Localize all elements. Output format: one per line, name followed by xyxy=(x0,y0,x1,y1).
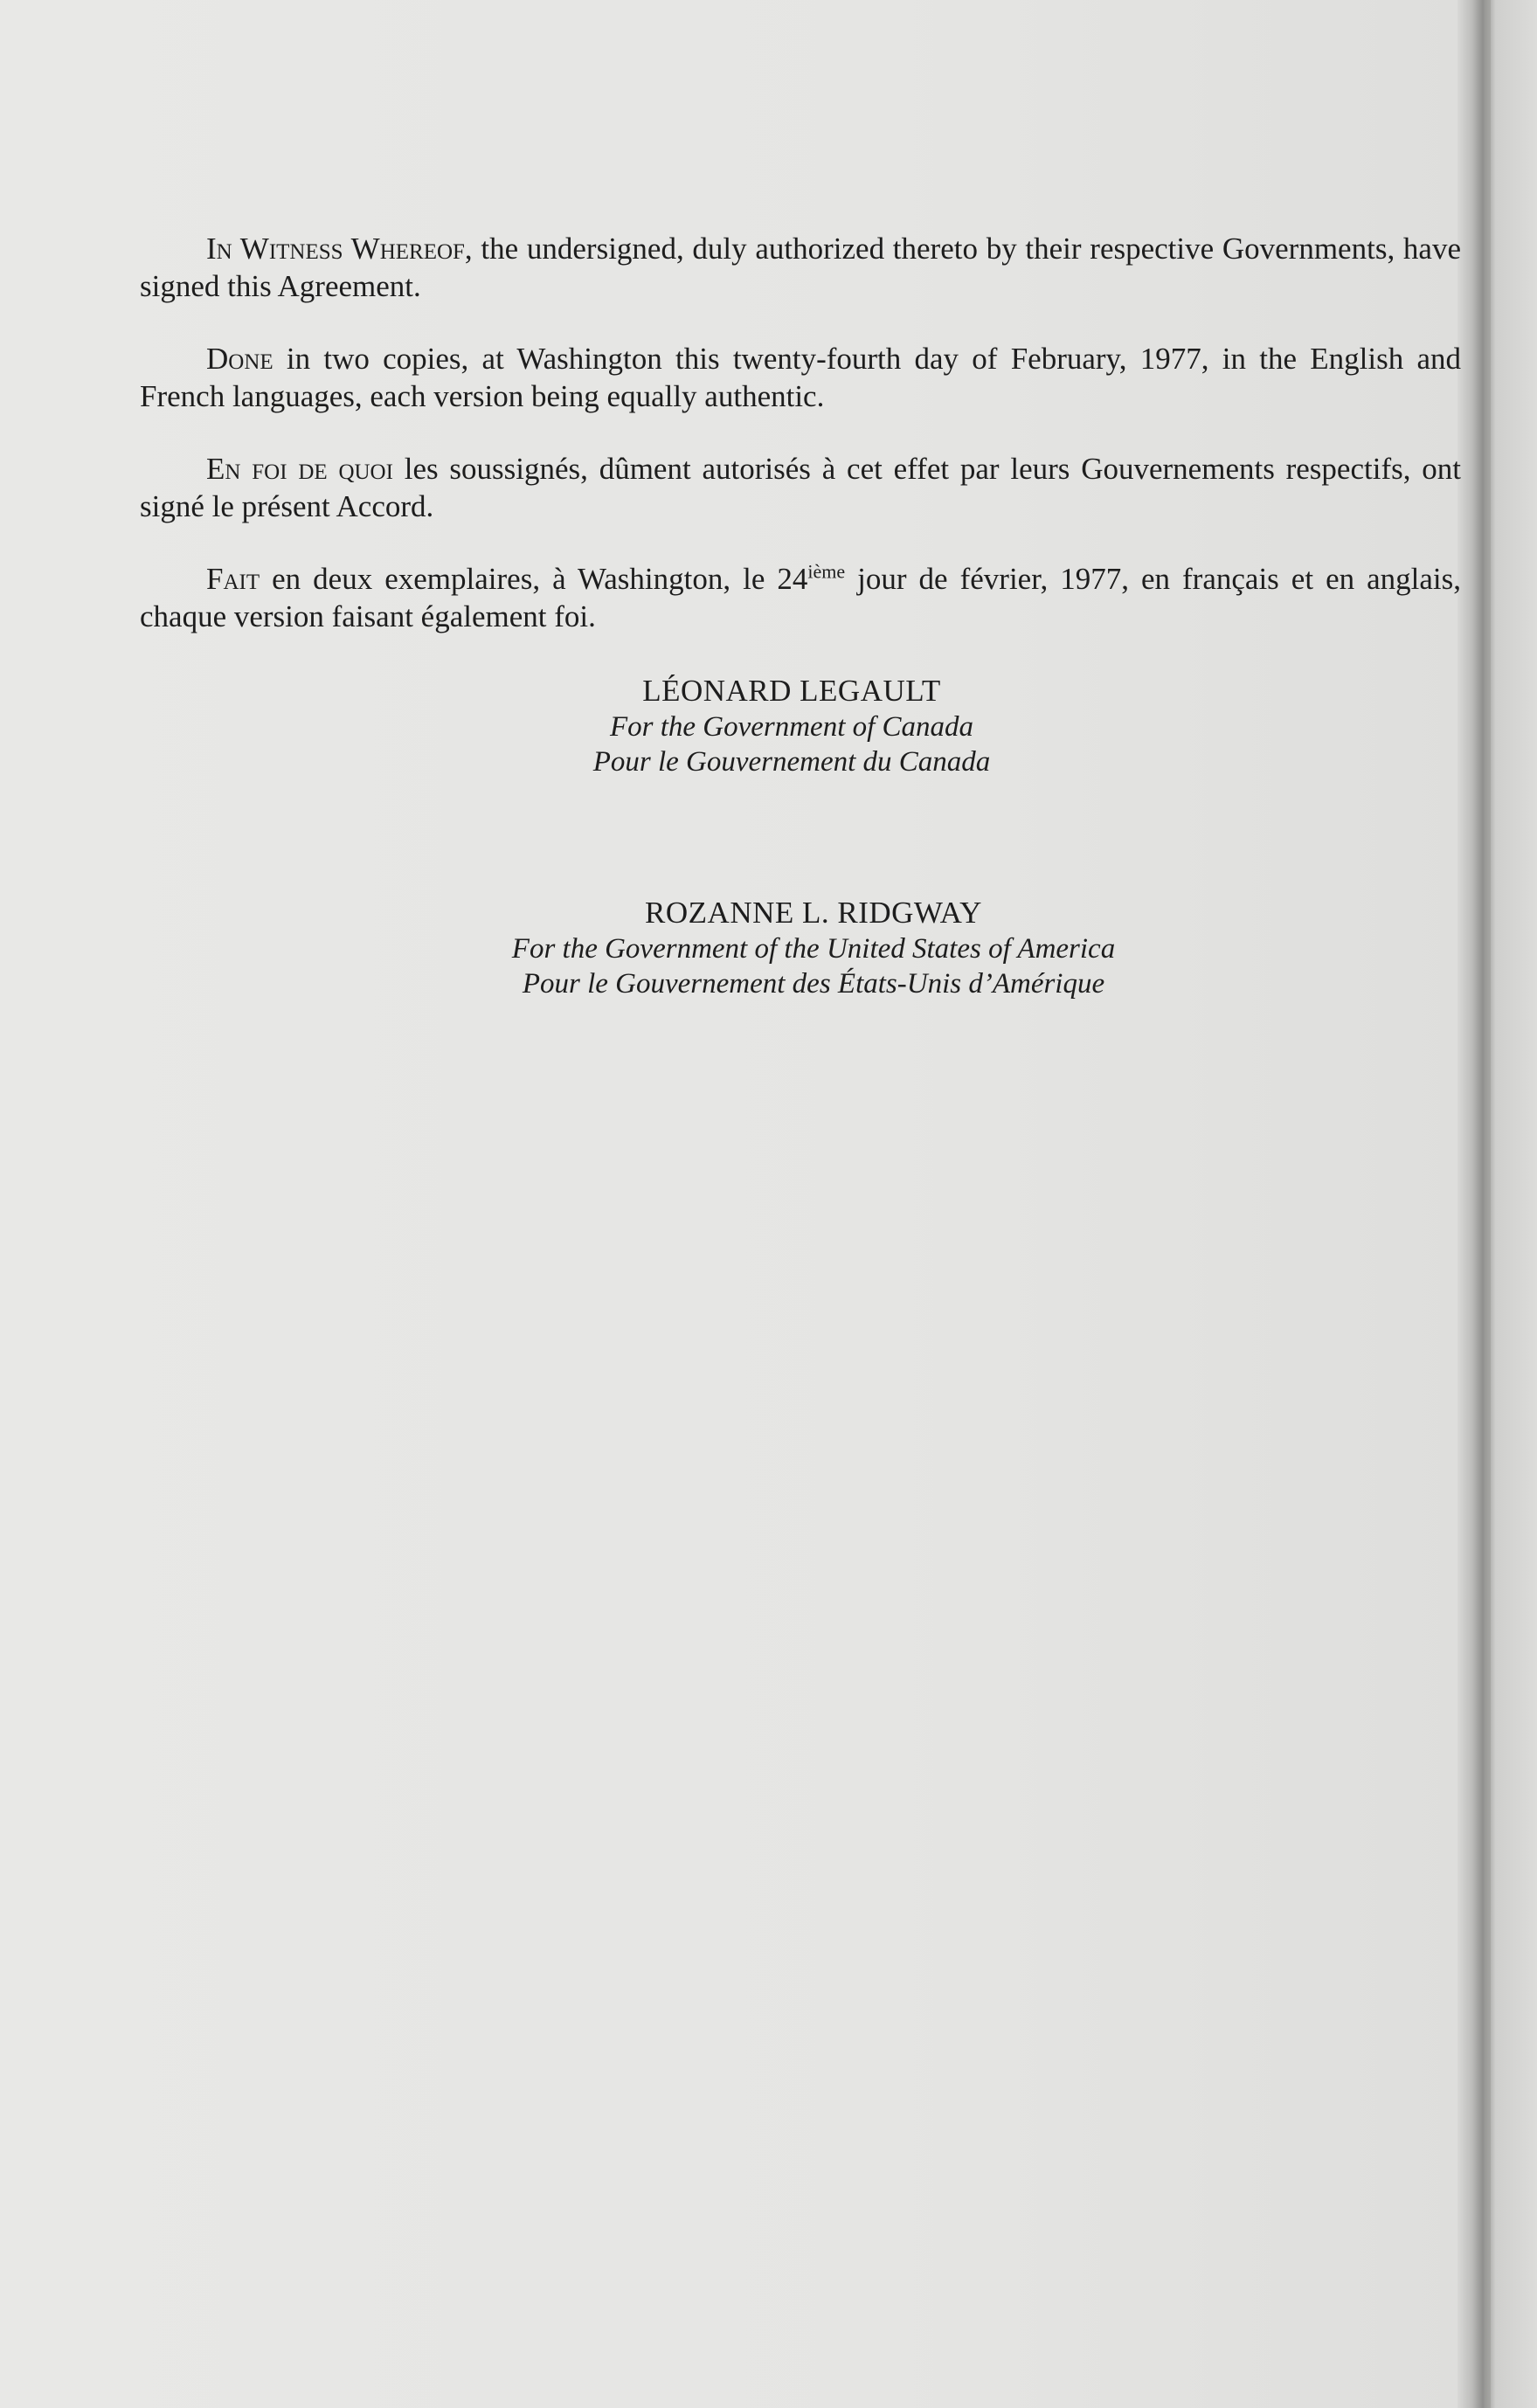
paragraph-text: les soussignés, dûment autorisés à cet effet par leurs Gouvernements respectifs, ont signé le présent Accord. xyxy=(140,452,1461,523)
done-paragraph xyxy=(140,340,1461,415)
signatory-role-english: For the Government of Canada xyxy=(609,711,974,743)
in-witness-whereof-paragraph xyxy=(140,230,1461,305)
paragraph-lead: In Witness Whereof, xyxy=(206,232,473,266)
paragraph-lead: Done xyxy=(206,342,273,376)
paragraph-text: the undersigned, duly authorized thereto by their respective Governments, have signed this Agreement. xyxy=(140,232,1461,303)
paragraph-text: en deux exemplaires, à Washington, le 24 xyxy=(260,562,808,596)
signatory-role-french: Pour le Gouvernement du Canada xyxy=(592,746,991,778)
paragraph-text: in two copies, at Washington this twenty-fourth day of February, 1977, in the English and French languages, each version being equally authentic. xyxy=(140,342,1461,413)
paragraph-text: jour de février, 1977, en français et en anglais, chaque version faisant également foi. xyxy=(140,562,1462,633)
en-foi-de-quoi-paragraph xyxy=(140,450,1461,525)
signatory-name: ROZANNE L. RIDGWAY xyxy=(645,896,982,930)
page-edge xyxy=(1485,0,1491,2408)
ordinal-superscript: ième xyxy=(807,560,846,583)
paragraph-lead: Fait xyxy=(206,562,260,596)
signatory-role-english: For the Government of the United States of America xyxy=(511,933,1116,965)
signature-block-canada xyxy=(131,673,1452,779)
signatory-role-french: Pour le Gouvernement des États-Unis d’Amérique xyxy=(522,968,1105,1000)
page-binding-shadow xyxy=(1457,0,1537,2408)
signature-block-united-states xyxy=(153,895,1474,1001)
signatory-name: LÉONARD LEGAULT xyxy=(642,674,941,708)
paragraph-lead: En foi de quoi xyxy=(206,452,393,486)
fait-paragraph xyxy=(140,560,1461,635)
